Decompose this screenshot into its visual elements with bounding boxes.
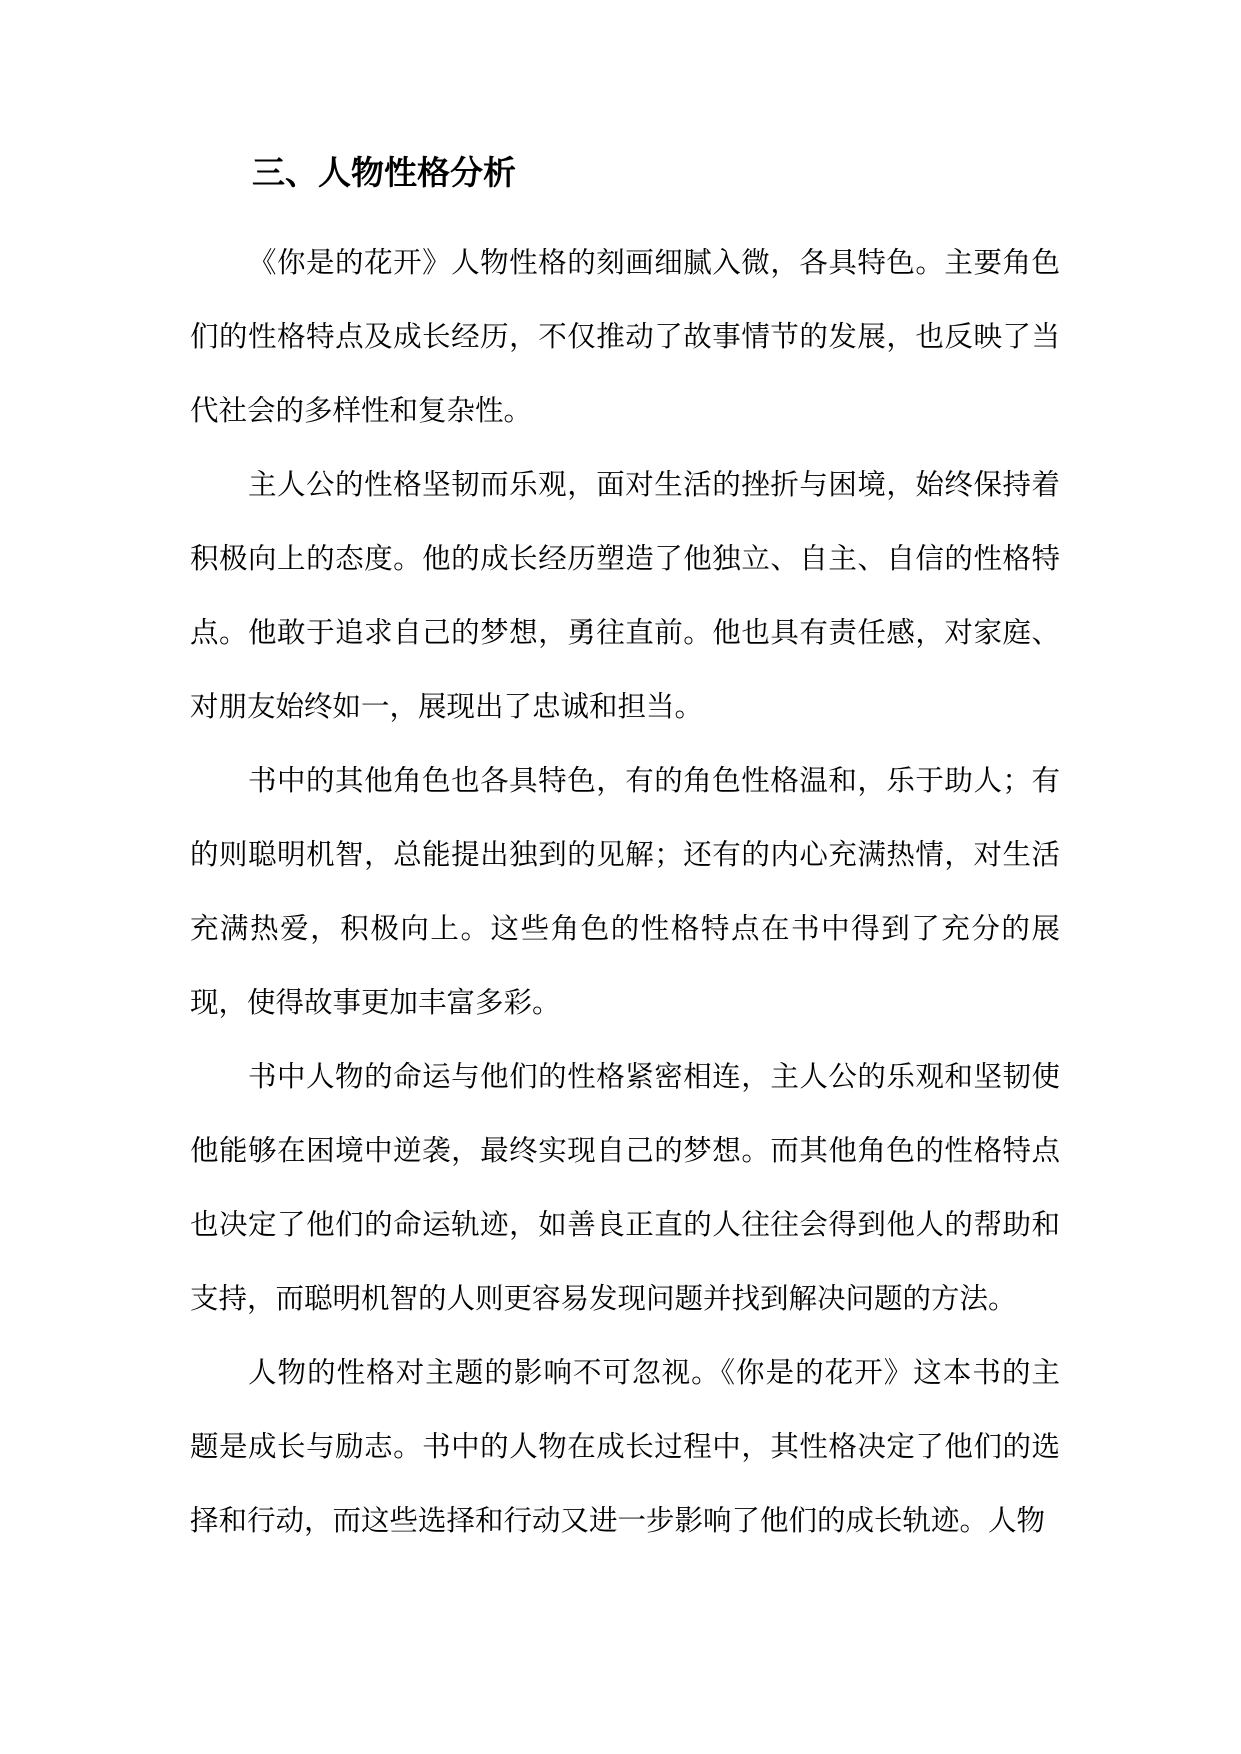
- section-heading: 三、人物性格分析: [252, 153, 516, 192]
- paragraph-theme: 人物的性格对主题的影响不可忽视。《你是的花开》这本书的主题是成长与励志。书中的人物在成长过程中，其性格决定了他们的选择和行动，而这些选择和行动又进一步影响了他们的成长轨迹。人物: [190, 1356, 1060, 1537]
- body-text: [190, 226, 1060, 1558]
- paragraph-intro: 《你是的花开》人物性格的刻画细腻入微，各具特色。主要角色们的性格特点及成长经历，不仅推动了故事情节的发展，也反映了当代社会的多样性和复杂性。: [190, 246, 1060, 427]
- paragraph-protagonist: 主人公的性格坚韧而乐观，面对生活的挫折与困境，始终保持着积极向上的态度。他的成长经历塑造了他独立、自主、自信的性格特点。他敢于追求自己的梦想，勇往直前。他也具有责任感，对家庭、对朋友始终如一，展现出了忠诚和担当。: [190, 468, 1060, 723]
- paragraph-fate: 书中人物的命运与他们的性格紧密相连，主人公的乐观和坚韧使他能够在困境中逆袭，最终实现自己的梦想。而其他角色的性格特点也决定了他们的命运轨迹，如善良正直的人往往会得到他人的帮助和支持，而聪明机智的人则更容易发现问题并找到解决问题的方法。: [190, 1060, 1060, 1315]
- paragraph-other-characters: 书中的其他角色也各具特色，有的角色性格温和，乐于助人；有的则聪明机智，总能提出独到的见解；还有的内心充满热情，对生活充满热爱，积极向上。这些角色的性格特点在书中得到了充分的展现，使得故事更加丰富多彩。: [190, 764, 1060, 1019]
